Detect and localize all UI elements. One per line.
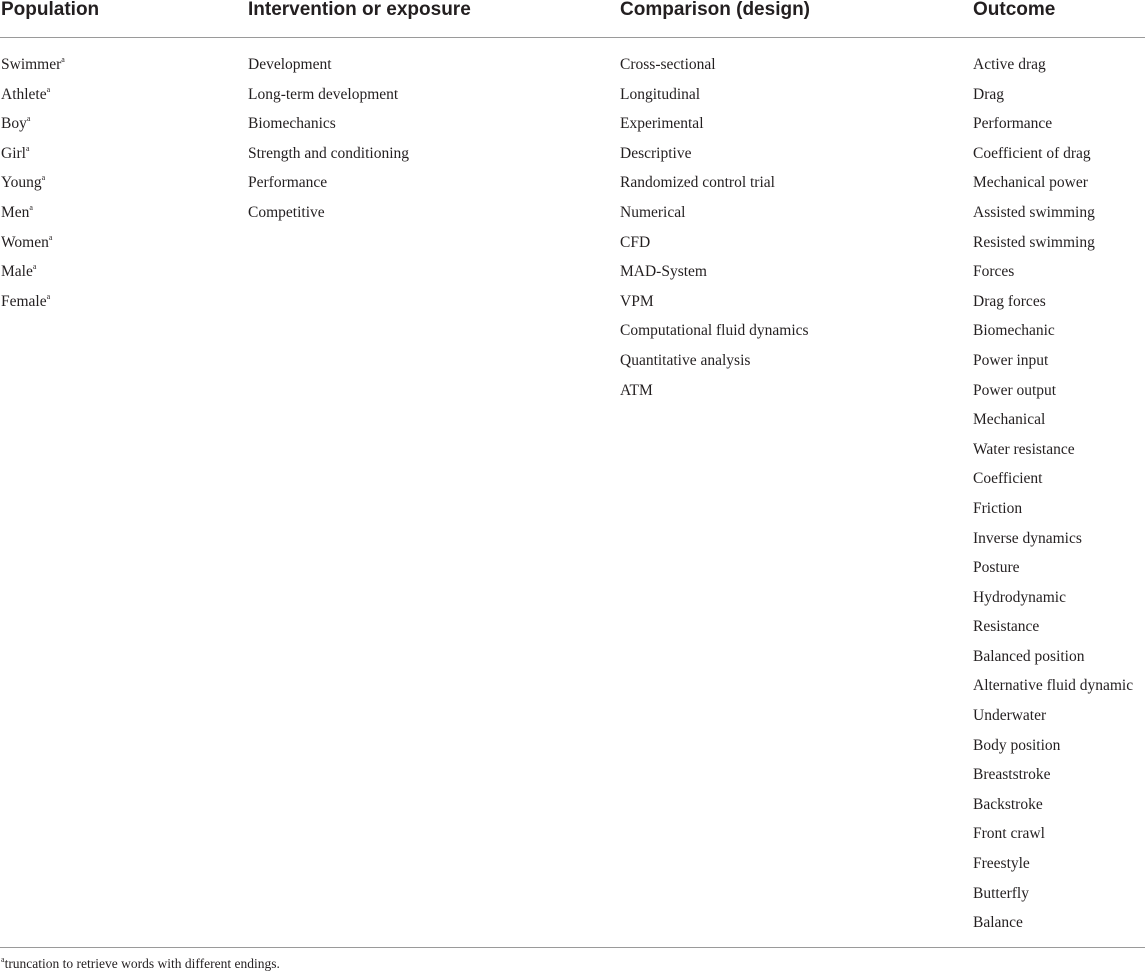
comparison-term-text: Quantitative analysis xyxy=(620,351,751,369)
intervention-term-text: Development xyxy=(248,56,332,73)
outcome-term xyxy=(973,734,1133,764)
intervention-term xyxy=(248,171,409,201)
population-term xyxy=(1,290,65,320)
comparison-column xyxy=(620,53,809,408)
outcome-term xyxy=(973,645,1133,675)
outcome-term-text: Coefficient of drag xyxy=(973,144,1091,162)
outcome-term xyxy=(973,290,1133,320)
outcome-term-text: Coefficient xyxy=(973,470,1043,488)
intervention-term-text: Competitive xyxy=(248,203,325,221)
population-term-text: Athlete xyxy=(1,85,47,103)
outcome-term xyxy=(973,379,1133,409)
population-term-text: Young xyxy=(1,174,42,192)
comparison-term-text: Descriptive xyxy=(620,144,692,162)
outcome-term-text: Power input xyxy=(973,351,1049,369)
outcome-term-text: Power output xyxy=(973,381,1057,399)
truncation-marker: a xyxy=(26,114,31,124)
comparison-term-text: ATM xyxy=(620,381,653,399)
table-header xyxy=(0,0,1145,24)
outcome-term-text: Backstroke xyxy=(973,795,1043,813)
outcome-term-text: Underwater xyxy=(973,707,1047,725)
population-term-text: Women xyxy=(1,233,49,251)
truncation-marker: a xyxy=(46,84,51,94)
population-term-text: Boy xyxy=(1,115,27,133)
outcome-term-text: Body position xyxy=(973,736,1061,754)
outcome-term xyxy=(973,142,1133,172)
outcome-term-text: Alternative fluid dynamic xyxy=(973,677,1134,695)
outcome-term-text: Inverse dynamics xyxy=(973,529,1082,547)
population-term xyxy=(1,201,65,231)
outcome-term-text: Mechanical xyxy=(973,411,1046,429)
outcome-term xyxy=(973,408,1133,438)
outcome-term-text: Butterfly xyxy=(973,884,1029,902)
outcome-term-text: Balance xyxy=(973,914,1023,932)
outcome-term-text: Biomechanic xyxy=(973,322,1055,340)
comparison-term-text: MAD-System xyxy=(620,263,707,281)
population-term-text: Girl xyxy=(1,144,26,162)
outcome-term xyxy=(973,586,1133,616)
outcome-term xyxy=(973,527,1133,557)
population-term-text: Men xyxy=(1,203,30,221)
outcome-term-text: Resistance xyxy=(973,618,1040,636)
outcome-term-text: Posture xyxy=(973,559,1020,577)
intervention-term-text: Biomechanics xyxy=(248,115,336,133)
outcome-term xyxy=(973,911,1133,941)
comparison-term xyxy=(620,142,809,172)
outcome-term-text: Drag forces xyxy=(973,292,1046,310)
outcome-term-text: Water resistance xyxy=(973,440,1075,458)
footnote-marker: a xyxy=(1,955,5,964)
intervention-term-text: Long-term development xyxy=(248,85,399,103)
outcome-term xyxy=(973,112,1133,142)
outcome-term-text: Breaststroke xyxy=(973,766,1051,784)
comparison-term xyxy=(620,319,809,349)
intervention-term xyxy=(248,112,409,142)
outcome-term xyxy=(973,674,1133,704)
outcome-term-text: Performance xyxy=(973,115,1053,133)
outcome-term-text: Drag xyxy=(973,85,1004,103)
footer-divider xyxy=(0,947,1145,948)
comparison-term xyxy=(620,349,809,379)
comparison-term xyxy=(620,231,809,261)
intervention-term xyxy=(248,142,409,172)
population-term xyxy=(1,171,65,201)
outcome-term-text: Forces xyxy=(973,263,1015,281)
comparison-term-text: CFD xyxy=(620,233,651,251)
outcome-term xyxy=(973,615,1133,645)
header-divider xyxy=(0,37,1145,38)
outcome-column xyxy=(973,53,1133,941)
intervention-column xyxy=(248,53,409,231)
comparison-term-text: Cross-sectional xyxy=(620,56,716,73)
outcome-term xyxy=(973,497,1133,527)
comparison-term xyxy=(620,260,809,290)
outcome-term xyxy=(973,319,1133,349)
outcome-term xyxy=(973,53,1133,83)
truncation-marker: a xyxy=(61,55,65,64)
comparison-term-text: Computational fluid dynamics xyxy=(620,322,809,340)
population-term-text: Male xyxy=(1,263,33,281)
truncation-marker: a xyxy=(29,202,33,212)
outcome-term xyxy=(973,467,1133,497)
outcome-term xyxy=(973,793,1133,823)
header-intervention: Intervention or exposure xyxy=(248,0,471,20)
intervention-term xyxy=(248,53,409,83)
truncation-marker: a xyxy=(48,232,53,242)
population-column xyxy=(1,53,65,319)
table-footnote xyxy=(1,955,280,973)
outcome-term-text: Resisted swimming xyxy=(973,233,1095,251)
intervention-term-text: Performance xyxy=(248,174,328,192)
outcome-term-text: Active drag xyxy=(973,56,1046,73)
outcome-term xyxy=(973,556,1133,586)
header-comparison: Comparison (design) xyxy=(620,0,811,20)
header-outcome: Outcome xyxy=(973,0,1056,20)
population-term xyxy=(1,231,65,261)
outcome-term xyxy=(973,201,1133,231)
intervention-term xyxy=(248,83,409,113)
population-term xyxy=(1,112,65,142)
population-term xyxy=(1,53,65,83)
comparison-term xyxy=(620,112,809,142)
comparison-term-text: VPM xyxy=(620,292,654,310)
outcome-term xyxy=(973,852,1133,882)
outcome-term xyxy=(973,438,1133,468)
truncation-marker: a xyxy=(32,262,37,272)
population-term-text: Female xyxy=(1,292,47,310)
outcome-term xyxy=(973,704,1133,734)
comparison-term-text: Randomized control trial xyxy=(620,174,775,192)
comparison-term xyxy=(620,53,809,83)
outcome-term xyxy=(973,83,1133,113)
population-term xyxy=(1,83,65,113)
comparison-term xyxy=(620,379,809,409)
outcome-term xyxy=(973,171,1133,201)
outcome-term-text: Balanced position xyxy=(973,647,1085,665)
comparison-term xyxy=(620,171,809,201)
intervention-term-text: Strength and conditioning xyxy=(248,144,410,162)
comparison-term xyxy=(620,201,809,231)
truncation-marker: a xyxy=(46,291,51,301)
comparison-term-text: Numerical xyxy=(620,203,686,221)
comparison-term-text: Experimental xyxy=(620,115,704,133)
outcome-term xyxy=(973,260,1133,290)
header-population: Population xyxy=(1,0,100,20)
truncation-marker: a xyxy=(25,143,30,153)
outcome-term-text: Freestyle xyxy=(973,855,1030,873)
outcome-term xyxy=(973,822,1133,852)
comparison-term xyxy=(620,83,809,113)
outcome-term-text: Mechanical power xyxy=(973,174,1088,192)
footnote-text: truncation to retrieve words with different endings. xyxy=(4,956,280,971)
outcome-term-text: Assisted swimming xyxy=(973,203,1095,221)
truncation-marker: a xyxy=(41,173,46,183)
outcome-term-text: Hydrodynamic xyxy=(973,588,1066,606)
population-term-text: Swimmer xyxy=(1,56,62,73)
outcome-term xyxy=(973,882,1133,912)
intervention-term xyxy=(248,201,409,231)
population-term xyxy=(1,142,65,172)
outcome-term-text: Front crawl xyxy=(973,825,1045,843)
comparison-term-text: Longitudinal xyxy=(620,85,701,103)
outcome-term-text: Friction xyxy=(973,499,1023,517)
outcome-term xyxy=(973,349,1133,379)
outcome-term xyxy=(973,231,1133,261)
outcome-term xyxy=(973,763,1133,793)
comparison-term xyxy=(620,290,809,320)
population-term xyxy=(1,260,65,290)
